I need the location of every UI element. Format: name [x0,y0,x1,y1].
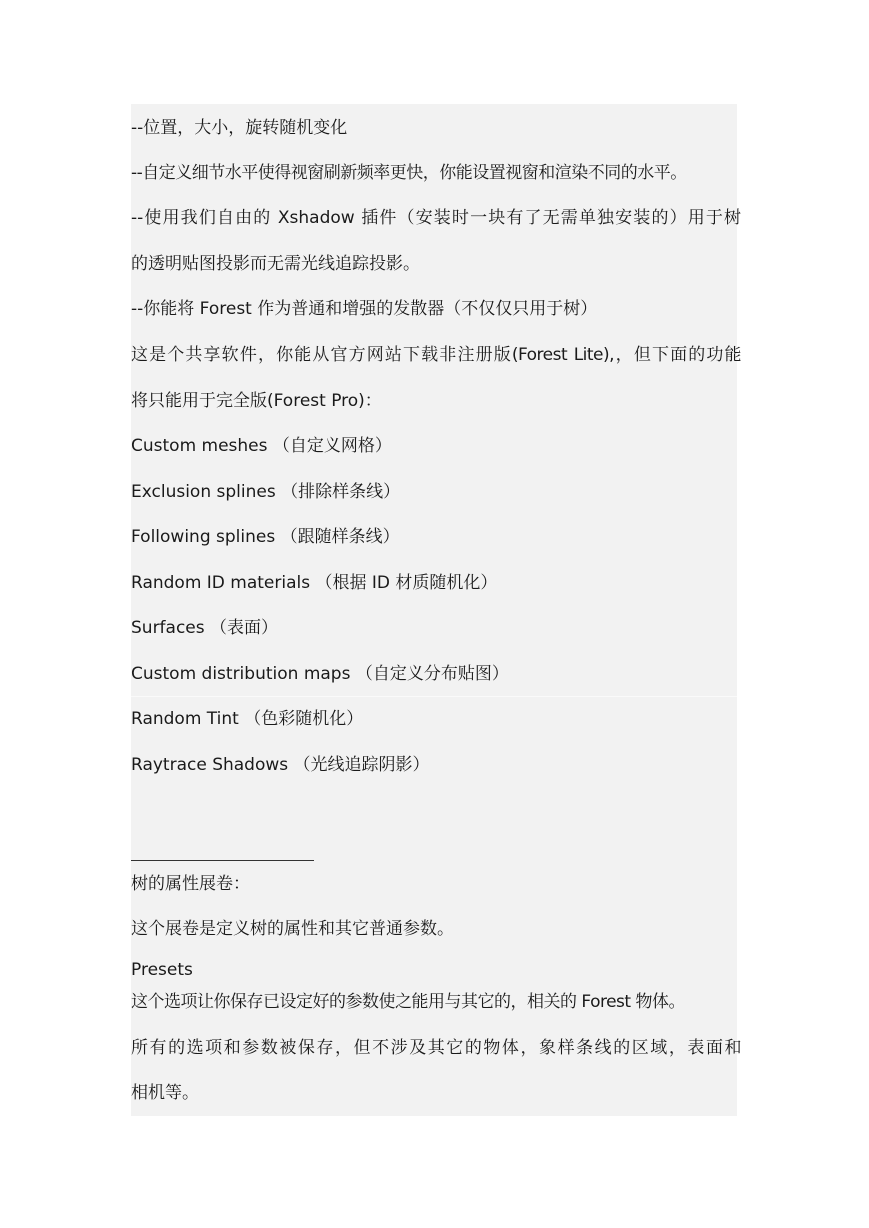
text-line-presets-desc: 这个选项让你保存已设定好的参数使之能用与其它的，相关的 Forest 物体。 [131,992,685,1012]
text-line-scatter: --你能将 Forest 作为普通和增强的发散器（不仅仅只用于树） [131,299,598,319]
text-line-pro-only: 将只能用于完全版(Forest Pro)： [131,391,382,411]
feature-raytrace-shadows: Raytrace Shadows （光线追踪阴影） [131,755,430,775]
panel-seam [131,696,737,697]
feature-custom-meshes: Custom meshes （自定义网格） [131,436,392,456]
text-line-presets-saved: 所有的选项和参数被保存，但不涉及其它的物体，象样条线的区域，表面和 [131,1038,741,1058]
section-heading-tree-properties: 树的属性展卷： [131,874,250,894]
text-line-shareware: 这是个共享软件，你能从官方网站下载非注册版(Forest Lite),，但下面的功能 [131,345,741,365]
feature-custom-distribution-maps: Custom distribution maps （自定义分布贴图） [131,664,509,684]
feature-following-splines: Following splines （跟随样条线） [131,527,400,547]
feature-surfaces: Surfaces （表面） [131,618,279,638]
text-line-xshadow-cont: 的透明贴图投影而无需光线追踪投影。 [131,254,420,274]
text-line-xshadow: --使用我们自由的 Xshadow 插件（安装时一块有了无需单独安装的）用于树 [131,208,741,228]
text-line-presets-end: 相机等。 [131,1083,199,1103]
feature-exclusion-splines: Exclusion splines （排除样条线） [131,482,401,502]
section-divider [131,860,314,861]
feature-random-tint: Random Tint （色彩随机化） [131,709,364,729]
feature-random-id-materials: Random ID materials （根据 ID 材质随机化） [131,573,498,593]
text-line-lod: --自定义细节水平使得视窗刷新频率更快，你能设置视窗和渲染不同的水平。 [131,163,687,183]
text-line-rollout-desc: 这个展卷是定义树的属性和其它普通参数。 [131,919,454,939]
text-line-randomization: --位置，大小，旋转随机变化 [131,118,348,138]
heading-presets: Presets [131,960,193,980]
